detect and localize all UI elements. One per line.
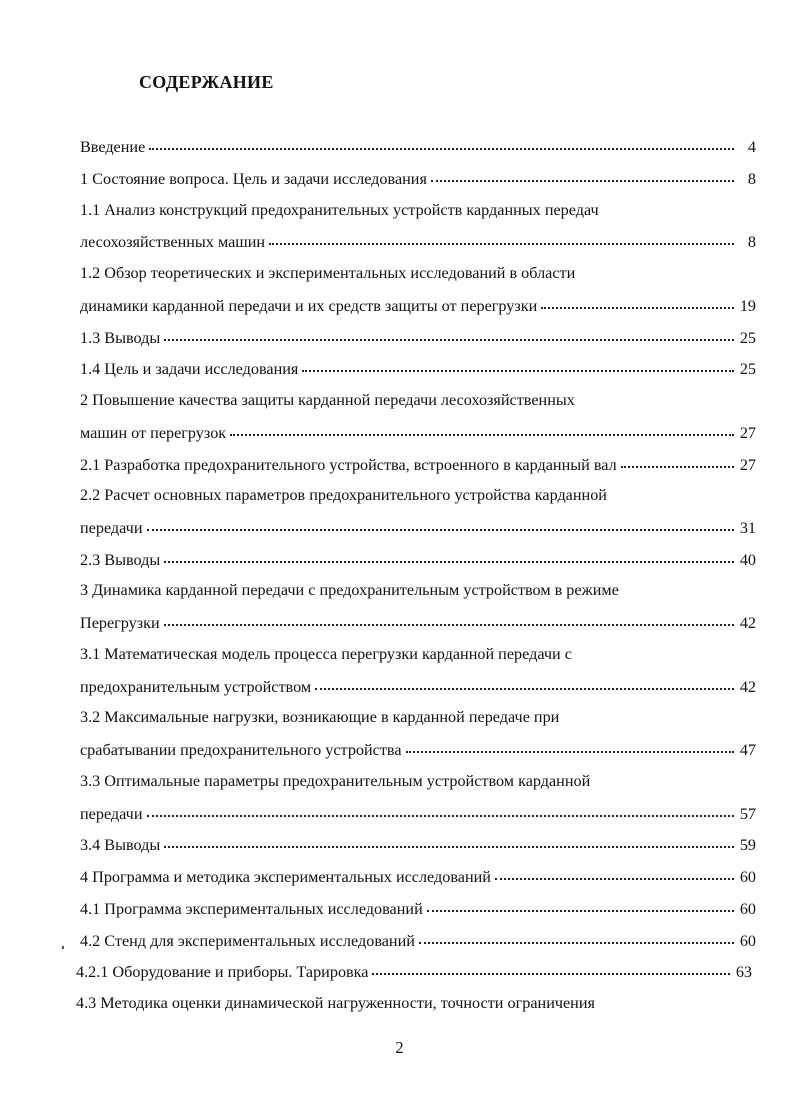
dot-leader	[541, 291, 734, 309]
toc-entry	[80, 261, 575, 285]
toc-entry-page: 47	[739, 741, 756, 759]
toc-entry	[80, 388, 575, 412]
toc-entry-page: 19	[739, 297, 756, 315]
toc-entry-page: 8	[747, 233, 756, 251]
toc-entry	[80, 547, 756, 571]
toc-entry-page: 27	[739, 424, 756, 442]
toc-entry	[80, 293, 756, 317]
toc-entry-text: 4.2 Стенд для экспериментальных исследований	[80, 932, 415, 950]
toc-entry-text: лесохозяйственных машин	[80, 233, 266, 251]
dot-leader	[269, 227, 734, 245]
toc-entry-text: Перегрузки	[80, 614, 160, 632]
toc-entry	[76, 959, 752, 983]
toc-entry-text: 1 Состояние вопроса. Цель и задачи исследования	[80, 170, 427, 188]
toc-entry	[76, 991, 595, 1015]
toc-entry-page: 59	[739, 836, 756, 854]
toc-entry	[80, 134, 756, 158]
dot-leader	[406, 735, 734, 753]
toc-entry-page: 40	[739, 551, 756, 569]
toc-entry-page: 57	[739, 805, 756, 823]
toc-entry	[80, 896, 756, 920]
toc-entry-text: 3.4 Выводы	[80, 836, 161, 854]
toc-entry-page: 25	[739, 329, 756, 347]
toc-entry-page: 25	[739, 360, 756, 378]
toc-entry	[80, 832, 756, 856]
toc-entry-page: 4	[747, 138, 756, 156]
dot-leader	[149, 132, 734, 150]
toc-entry	[80, 801, 756, 825]
toc-entry-text: 2.1 Разработка предохранительного устройства, встроенного в карданный вал	[80, 456, 617, 474]
toc-entry-page: 63	[735, 963, 752, 981]
toc-entry-text: 4.3 Методика оценки динамической нагруженности, точности ограничения	[76, 994, 595, 1012]
dot-leader	[621, 450, 734, 468]
dot-leader	[495, 862, 734, 880]
toc-entry-text: 1.4 Цель и задачи исследования	[80, 360, 299, 378]
toc-entry	[80, 452, 756, 476]
toc-entry	[80, 356, 756, 380]
toc-entry	[80, 864, 756, 888]
toc-entry-text: машин от перегрузок	[80, 424, 227, 442]
dot-leader	[302, 354, 734, 372]
toc-entry-text: 3 Динамика карданной передачи с предохранительным устройством в режиме	[80, 581, 619, 599]
toc-entry-text: 1.3 Выводы	[80, 329, 161, 347]
toc-entry	[80, 642, 572, 666]
toc-entry	[80, 737, 756, 761]
toc-entry	[80, 705, 559, 729]
toc-entry	[80, 198, 599, 222]
dot-leader	[164, 545, 734, 563]
toc-entry-text: динамики карданной передачи и их средств защиты от перегрузки	[80, 297, 538, 315]
toc-entry-text: передачи	[80, 519, 143, 537]
dot-leader	[147, 513, 735, 531]
toc-entry	[80, 578, 619, 602]
toc-entry-text: передачи	[80, 805, 143, 823]
toc-entry-text: 2.3 Выводы	[80, 551, 161, 569]
page-number: 2	[395, 1038, 404, 1057]
toc-entry	[80, 610, 756, 634]
dot-leader	[164, 830, 734, 848]
toc-entry-page: 31	[739, 519, 756, 537]
toc-entry	[80, 769, 590, 793]
page-title: СОДЕРЖАНИЕ	[139, 72, 274, 92]
toc-entry-text: 3.2 Максимальные нагрузки, возникающие в карданной передаче при	[80, 708, 560, 726]
toc-entry	[80, 166, 756, 190]
toc-entry	[80, 325, 756, 349]
dot-leader	[372, 957, 730, 975]
toc-entry-text: 4.1 Программа экспериментальных исследований	[80, 900, 423, 918]
toc-entry	[80, 483, 607, 507]
dot-leader	[164, 323, 734, 341]
dot-leader	[427, 894, 734, 912]
toc-entry-page: 8	[747, 170, 756, 188]
toc-entry-text: 4.2.1 Оборудование и приборы. Тарировка	[76, 963, 369, 981]
toc-entry-text: срабатывании предохранительного устройства	[80, 741, 402, 759]
toc-entry-page: 27	[739, 456, 756, 474]
dot-leader	[431, 164, 734, 182]
toc-entry-text: 2 Повышение качества защиты карданной передачи лесохозяйственных	[80, 391, 575, 409]
toc-entry-page: 60	[739, 900, 756, 918]
toc-entry-page: 42	[739, 614, 756, 632]
toc-entry-page: 60	[739, 932, 756, 950]
toc-entry-page: 42	[739, 678, 756, 696]
dot-leader	[147, 799, 735, 817]
toc-entry	[80, 420, 756, 444]
dot-leader	[315, 672, 734, 690]
toc-entry-page: 60	[739, 868, 756, 886]
toc-entry-text: Введение	[80, 138, 146, 156]
dot-leader	[419, 926, 734, 944]
toc-entry-text: предохранительным устройством	[80, 678, 312, 696]
dot-leader	[164, 608, 734, 626]
toc-entry	[80, 674, 756, 698]
toc-entry	[80, 515, 756, 539]
toc-entry	[80, 928, 756, 952]
toc-entry-text: 3.1 Математическая модель процесса перегрузки карданной передачи с	[80, 645, 572, 663]
dot-leader	[230, 418, 734, 436]
toc-entry-text: 2.2 Расчет основных параметров предохранительного устройства карданной	[80, 486, 607, 504]
toc-entry-text: 4 Программа и методика экспериментальных исследований	[80, 868, 491, 886]
scan-speck	[62, 946, 64, 949]
toc-entry	[80, 229, 756, 253]
toc-entry-text: 1.1 Анализ конструкций предохранительных устройств карданных передач	[80, 201, 599, 219]
toc-entry-text: 1.2 Обзор теоретических и экспериментальных исследований в области	[80, 264, 576, 282]
toc-entry-text: 3.3 Оптимальные параметры предохранительным устройством карданной	[80, 772, 591, 790]
